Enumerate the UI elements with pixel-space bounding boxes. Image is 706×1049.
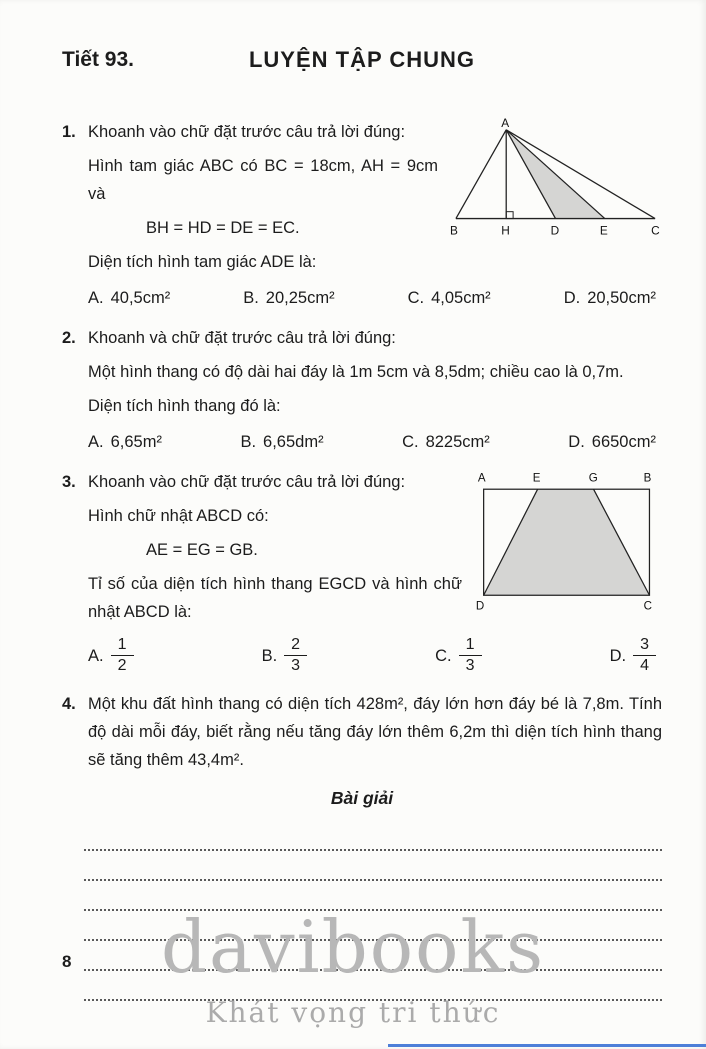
vertex-label-e: E (532, 472, 541, 485)
option-d: D. 20,50cm² (564, 284, 656, 312)
problem-1-number: 1. (62, 123, 76, 141)
problem-1-equation: BH = HD = DE = EC. (146, 219, 300, 237)
option-a: A. $\frac{1}{2}$ (88, 636, 134, 676)
problem-3 (62, 468, 662, 678)
problem-2-options (88, 428, 662, 456)
problem-1-text (88, 118, 450, 276)
problem-3-given: Hình chữ nhật ABCD có: (88, 507, 269, 525)
problem-4-number: 4. (62, 694, 76, 713)
option-d-value: 20,50cm² (587, 289, 656, 307)
vertex-label-d: D (550, 223, 560, 238)
problem-2-question: Diện tích hình thang đó là: (88, 397, 281, 415)
option-c: C. 8225cm² (402, 428, 490, 456)
problem-1-options (88, 284, 662, 312)
option-b: B. 20,25cm² (243, 284, 334, 312)
lesson-label: Tiết 93. (62, 48, 134, 71)
problem-3-figure (474, 468, 662, 626)
option-d-value: 6650cm² (591, 433, 656, 451)
fraction-one-half: $\frac{1}{2}$ (111, 636, 134, 676)
rectangle-diagram (474, 468, 662, 613)
watermark-text: davibooks (160, 905, 546, 989)
vertex-label-c: C (643, 600, 653, 613)
option-a-value: 6,65m² (110, 433, 162, 451)
vertex-label-e: E (599, 223, 608, 238)
problem-3-options (88, 636, 662, 676)
answer-line (84, 821, 662, 851)
triangle-diagram (450, 118, 662, 241)
problem-2-number: 2. (62, 329, 76, 347)
shaded-trapezoid-egcd (484, 489, 650, 595)
option-d: D. $\frac{3}{4}$ (610, 636, 656, 676)
problem-3-equation: AE = EG = GB. (146, 541, 258, 559)
solution-heading: Bài giải (330, 787, 394, 808)
vertex-label-g: G (588, 472, 598, 485)
problem-3-intro: Khoanh vào chữ đặt trước câu trả lời đúng: (88, 473, 406, 491)
option-b: B. $\frac{2}{3}$ (262, 636, 308, 676)
problem-1 (62, 118, 662, 312)
fraction-two-thirds: $\frac{2}{3}$ (284, 636, 307, 676)
problem-4-statement: Một khu đất hình thang có diện tích 428m², đáy lớn hơn đáy bé là 7,8m. Tính độ dài mỗi đáy, biết rằng nếu tăng đáy lớn thêm 6,2m thì diện tích hình thang sẽ tăng thêm 43,4m². (88, 694, 662, 769)
problem-1-body (88, 118, 662, 312)
option-b: B. 6,65dm² (240, 428, 323, 456)
problem-3-text (88, 468, 474, 626)
vertex-label-b: B (450, 223, 458, 238)
vertex-label-h: H (501, 223, 510, 238)
problem-4 (62, 690, 662, 774)
problem-1-given: Hình tam giác ABC có BC = 18cm, AH = 9cm và (88, 157, 438, 203)
page-content (62, 42, 662, 1001)
problem-1-intro: Khoanh vào chữ đặt trước câu trả lời đúng: (88, 123, 406, 141)
fraction-three-quarters: $\frac{3}{4}$ (633, 636, 656, 676)
vertex-label-c: C (651, 223, 660, 238)
option-b-value: 20,25cm² (265, 289, 335, 307)
problem-1-question: Diện tích hình tam giác ADE là: (88, 253, 317, 271)
problem-3-question: Tỉ số của diện tích hình thang EGCD và hình chữ nhật ABCD là: (88, 575, 462, 621)
vertex-label-a: A (477, 472, 486, 485)
option-d: D. 6650cm² (568, 428, 656, 456)
page-number: 8 (62, 952, 72, 971)
page-header (62, 42, 662, 90)
problem-2-body (88, 324, 662, 456)
problem-1-figure (450, 118, 662, 276)
option-b-value: 6,65dm² (263, 433, 324, 451)
page-title: LUYỆN TẬP CHUNG (248, 47, 476, 72)
problem-2-statement: Một hình thang có độ dài hai đáy là 1m 5cm và 8,5dm; chiều cao là 0,7m. (88, 363, 624, 381)
problem-2 (62, 324, 662, 456)
option-c-value: 4,05cm² (431, 289, 491, 307)
problem-3-body (88, 468, 662, 678)
option-c: C. $\frac{1}{3}$ (435, 636, 481, 676)
scan-edge-line (388, 1044, 706, 1047)
watermark-tagline: Khát vọng tri thức (205, 996, 501, 1029)
option-a: A. 40,5cm² (88, 284, 170, 312)
problem-4-body (88, 690, 662, 774)
fraction-one-third: $\frac{1}{3}$ (459, 636, 482, 676)
vertex-label-b: B (643, 472, 652, 485)
vertex-label-a: A (501, 118, 510, 130)
problem-3-number: 3. (62, 473, 76, 491)
option-a: A. 6,65m² (88, 428, 162, 456)
option-a-value: 40,5cm² (110, 289, 171, 307)
answer-line (84, 851, 662, 881)
option-c-value: 8225cm² (425, 433, 490, 451)
vertex-label-d: D (475, 600, 485, 613)
right-angle-mark (506, 212, 513, 219)
problem-2-intro: Khoanh và chữ đặt trước câu trả lời đúng: (88, 329, 396, 347)
option-c: C. 4,05cm² (408, 284, 491, 312)
